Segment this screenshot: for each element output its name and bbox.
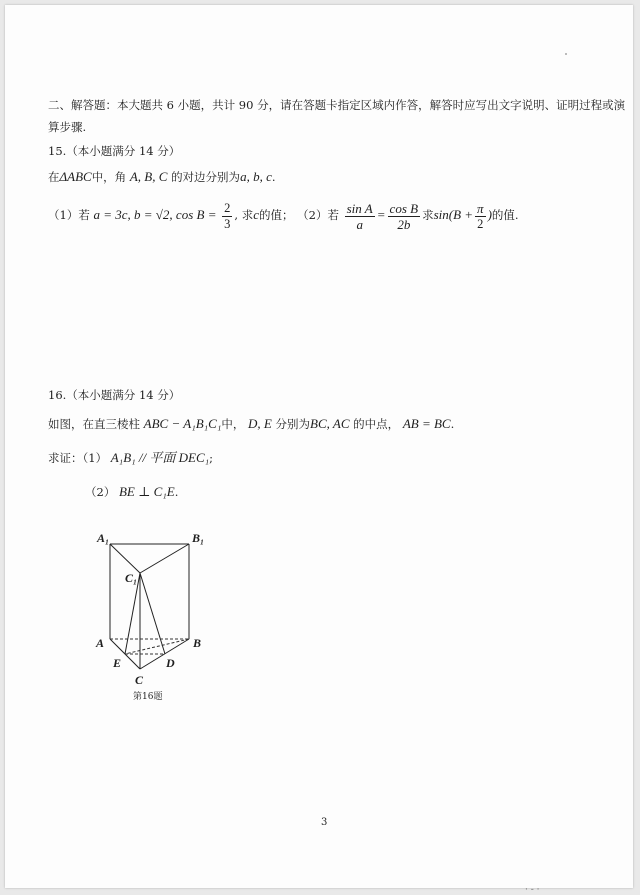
q16-prove-label: 求证：（1） — [48, 451, 108, 465]
fraction-denominator: 2 — [477, 216, 484, 231]
q16-prove1-end: ; — [209, 451, 214, 465]
q16-intro-d: 的中点， — [353, 417, 400, 431]
label-c1: C₁ — [125, 571, 138, 585]
q16-prism: ABC − A₁B₁C₁ — [143, 416, 222, 431]
q16-intro-b: 中， — [221, 417, 245, 431]
label-d: D — [166, 656, 175, 670]
hidden-edge-b-e — [125, 639, 189, 654]
q15-part1-var: c — [253, 207, 259, 222]
q15-part2-ask: 求 — [422, 208, 434, 222]
q16-prove2-end: . — [174, 485, 179, 499]
figure-caption: 第16题 — [133, 692, 163, 702]
q15-part1-end2: 的值； — [258, 208, 294, 222]
q15-part2-fraction-3 — [475, 201, 486, 232]
exam-page — [5, 5, 633, 895]
q16-equality: AB = BC — [402, 416, 451, 431]
q15-parts — [48, 198, 519, 232]
q15-angles: A, B, C — [129, 169, 168, 184]
edge-c1-d — [140, 573, 165, 654]
q16-prove2-label: （2） — [85, 485, 116, 499]
q15-part2-expr: sin(B + — [433, 207, 474, 222]
q16-points: D, E — [248, 416, 272, 431]
page-number: 3 — [321, 817, 328, 828]
q15-intro — [48, 170, 276, 184]
prism-figure — [92, 521, 212, 706]
q15-part1-fraction — [222, 201, 232, 232]
q15-part2-end: 的值. — [491, 208, 519, 222]
label-a: A — [96, 636, 105, 650]
q15-part2-equals: = — [376, 207, 386, 222]
label-b: B — [193, 636, 202, 650]
fraction-numerator: π — [477, 200, 484, 216]
q16-segments: BC, AC — [310, 416, 350, 431]
q15-intro-c: 的对边分别为 — [171, 170, 241, 184]
fraction-numerator: cos B — [389, 200, 419, 216]
q16-prove-2 — [85, 485, 178, 499]
q15-triangle: ΔABC — [59, 169, 92, 184]
q15-part2-label: （2）若 — [297, 208, 339, 222]
q15-part1-label: （1）若 — [48, 208, 90, 222]
label-a1: A₁ — [97, 531, 110, 545]
q16-prove-1 — [48, 451, 213, 465]
q16-intro — [48, 417, 454, 431]
section-instructions-line-2: 算步骤. — [48, 120, 87, 134]
label-c: C — [135, 673, 144, 687]
bottom-edge-mark: · ‐ · — [525, 885, 540, 895]
fraction-numerator: sin A — [346, 200, 373, 216]
fraction-numerator: 2 — [224, 200, 231, 215]
q16-prove2-expr: BE ⊥ C₁E — [118, 484, 175, 499]
label-b1: B₁ — [192, 531, 205, 545]
q15-part1-condition: a = 3c, b = √2, cos B = — [93, 207, 217, 222]
q16-intro-a: 如图，在直三棱柱 — [48, 417, 140, 431]
q15-intro-b: 中，角 — [91, 170, 127, 184]
q16-prove1-expr: A₁B₁ // 平面 DEC₁ — [110, 450, 210, 465]
q16-intro-c: 分别为 — [275, 417, 311, 431]
q16-intro-e: . — [450, 417, 455, 431]
fraction-denominator: a — [356, 216, 363, 232]
q15-header: 15.（本小题满分 14 分） — [48, 144, 181, 158]
q15-part2-expr-end: ) — [487, 207, 492, 222]
edge-a1-c1 — [110, 544, 140, 573]
fraction-denominator: 2b — [397, 216, 411, 232]
q15-intro-a: 在 — [48, 170, 60, 184]
section-instructions-line-1: 二、解答题：本大题共 6 小题，共计 90 分，请在答题卡指定区域内作答，解答时应写出文字说明、证明过程或演 — [48, 98, 626, 112]
edge-b1-c1 — [140, 544, 189, 573]
q16-header: 16.（本小题满分 14 分） — [48, 388, 181, 402]
q15-part2-fraction-2 — [388, 201, 421, 232]
q15-sides: a, b, c — [240, 169, 272, 184]
q15-intro-d: . — [271, 170, 276, 184]
fraction-denominator: 3 — [224, 216, 231, 231]
q15-part2-fraction-1 — [345, 201, 375, 232]
q15-part1-end: , 求 — [234, 208, 254, 222]
scan-speck — [565, 53, 567, 55]
label-e: E — [113, 656, 122, 670]
